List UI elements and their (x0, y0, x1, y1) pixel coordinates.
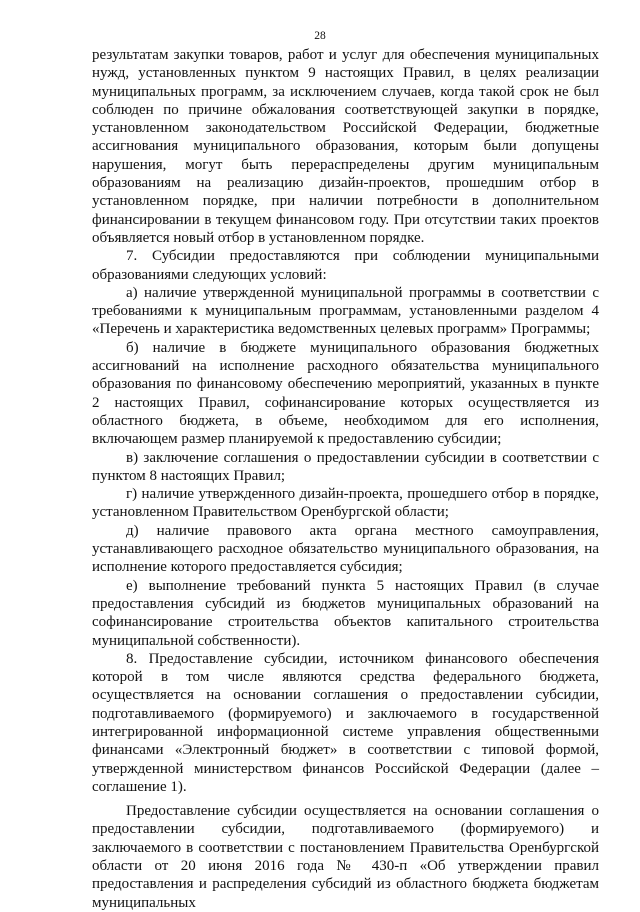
paragraph-clause-8: 8. Предоставление субсидии, источником финансового обеспечения которой в том числе являются средства федерального бюджета, осуществляется на основании соглашения о предоставлении субсидии, подготавливаемого (формируемого) и заключаемого в государственной интегрированной информационной системе управления общественными финансами «Электронный бюджет» в соответствии с типовой формой, утвержденной министерством финансов Российской Федерации (далее – соглашение 1). (92, 650, 599, 795)
paragraph-condition-a: а) наличие утвержденной муниципальной программы в соответствии с требованиями к муниципальным программам, установленными разделом 4 «Перечень и характеристика ведомственных целевых программ» Программы; (92, 284, 599, 338)
document-body (92, 46, 599, 912)
paragraph-condition-e: е) выполнение требований пункта 5 настоящих Правил (в случае предоставления субсидий из бюджетов муниципальных образований на софинансирование строительства объектов капитального строительства муниципальной собственности). (92, 577, 599, 649)
paragraph-condition-d: д) наличие правового акта органа местного самоуправления, устанавливающего расходное обязательство муниципального образования, на исполнение которого предоставляется субсидия; (92, 522, 599, 576)
page-number: 28 (314, 30, 326, 42)
paragraph-condition-b: б) наличие в бюджете муниципального образования бюджетных ассигнований на исполнение расходного обязательства муниципального образования по финансовому обеспечению мероприятий, указанных в пункте 2 настоящих Правил, софинансирование которых осуществляется из областного бюджета, в объеме, необходимом для его исполнения, включающем размер планируемой к предоставлению субсидии; (92, 339, 599, 448)
paragraph-condition-v: в) заключение соглашения о предоставлении субсидии в соответствии с пунктом 8 настоящих Правил; (92, 449, 599, 484)
paragraph-agreement-basis: Предоставление субсидии осуществляется на основании соглашения о предоставлении субсидии, подготавливаемого (формируемого) и заключаемого в соответствии с постановлением Правительства Оренбургской области от 20 июня 2016 года № 430-п «Об утверждении правил предоставления и распределения субсидий из областного бюджета бюджетам муниципальных (92, 803, 599, 911)
paragraph-clause-7: 7. Субсидии предоставляются при соблюдении муниципальными образованиями следующих условий: (92, 248, 599, 283)
paragraph-condition-g: г) наличие утвержденного дизайн-проекта, прошедшего отбор в порядке, установленном Правительством Оренбургской области; (92, 486, 599, 521)
paragraph-continuation: результатам закупки товаров, работ и услуг для обеспечения муниципальных нужд, установленных пунктом 9 настоящих Правил, в целях реализации муниципальных программ, за исключением случаев, когда такой срок не был соблюден по причине обжалования соответствующей закупки в порядке, установленном законодательством Российской Федерации, бюджетные ассигнования муниципального образования, которым были допущены нарушения, могут быть перераспределены другим муниципальным образованиям на реализацию дизайн-проектов, прошедшим отбор в установленном порядке, при наличии потребности в дополнительном финансировании в текущем финансовом году. При отсутствии таких проектов объявляется новый отбор в установленном порядке. (92, 47, 599, 246)
